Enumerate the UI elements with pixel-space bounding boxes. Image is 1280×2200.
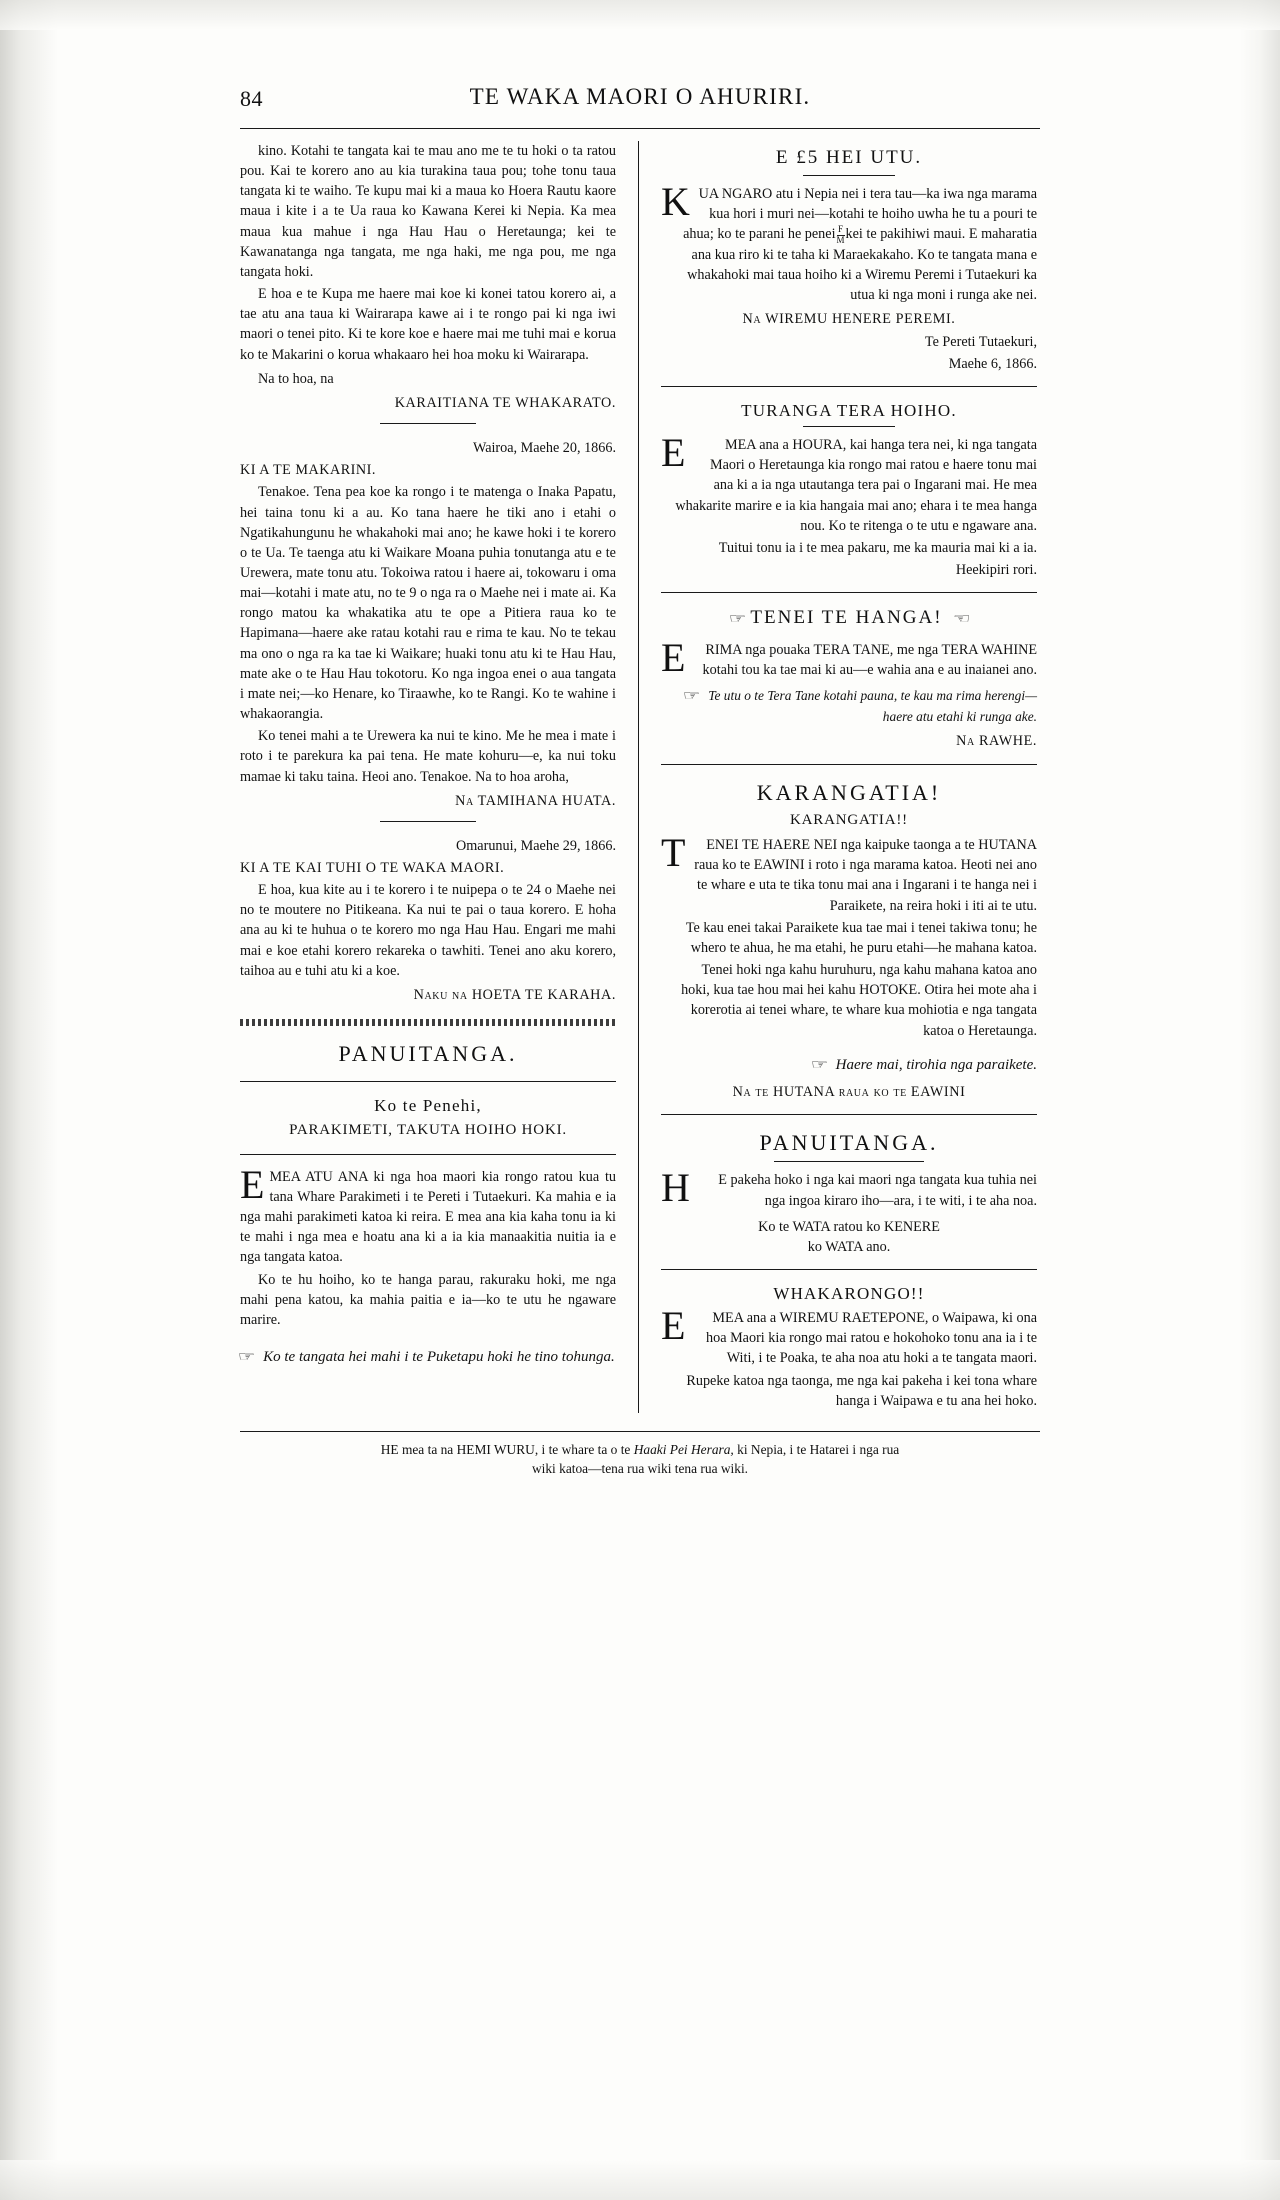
whakarongo-paragraph-1: MEA ana a WIREMU RAETEPONE, o Waipawa, ki ona hoa Maori kia rongo mai ratou e hokohoko tonu ana ia i te Witi, i te Poaka, te aha noa atu hoki a te tangata maori. [706, 1310, 1037, 1367]
reward-paragraph-1a: UA NGARO atu i Nepia nei i tera tau—ka iwa nga marama kua hori i muri nei—kotahi te hoiho uwha he tu a pouri te ahua; ko te parani he penei [683, 185, 1037, 243]
wairoa-letter-addressee: KI A TE MAKARINI. [240, 462, 376, 479]
brand-fraction-mark [837, 225, 845, 245]
penehi-pointer-note: Ko te tangata hei mahi i te Puketapu hoki he tino tohunga. [263, 1349, 615, 1365]
whakarongo-heading: WHAKARONGO!! [773, 1284, 925, 1304]
turanga-body-block [661, 430, 1037, 536]
panuitanga-heading-left: PANUITANGA. [338, 1041, 518, 1067]
penehi-body-block [240, 1161, 616, 1268]
omarunui-letter-signature: Naku na HOETA TE KARAHA. [413, 986, 616, 1003]
article-signature: KARAITIANA TE WHAKARATO. [394, 394, 616, 411]
hanga-paragraph-1: RIMA nga pouaka TERA TANE, me nga TERA WAHINE kotahi tou ka tae mai ki au—e wahia ana e au inaianei ano. [702, 642, 1037, 679]
turanga-paragraph-2: Tuitui tonu ia i te mea pakaru, me ka mauria mai ki a ia. [718, 539, 1037, 556]
panuitanga-right-paragraph-1: E pakeha hoko i nga kai maori nga tangata kua tuhia nei nga ingoa kiraro iho—ara, i te witi, i te aha noa. [718, 1172, 1037, 1209]
colophon-line-1a: HE mea ta na HEMI WURU, i te whare ta o te [380, 1441, 634, 1457]
penehi-trades-line: PARAKIMETI, TAKUTA HOIHO HOKI. [289, 1122, 567, 1139]
karangatia-paragraph-3: Tenei hoki nga kahu huruhuru, nga kahu mahana katoa ano hoki, kua tae hou mai hei kahu HOTOKE. Otira hei mote aha i korerotia ai tenei whare, te whare kua mohiotia e nga tangata katoa o Heretaunga. [681, 962, 1037, 1039]
reward-place: Te Pereti Tutaekuri, [924, 333, 1037, 350]
wairoa-letter-paragraph-2: Ko tenei mahi a te Urewera ka nui te kino. Me he mea i mate i roto i te parekura ka pai tena. He mate kohuru—e, ka nui toku mamae ki taku taina. Heoi ano. Tenakoe. Na to hoa aroha, [240, 728, 616, 785]
scan-edge-shadow-right [1240, 0, 1280, 2200]
right-column [638, 141, 1037, 1413]
panuitanga-heading-right: PANUITANGA. [759, 1130, 939, 1156]
brand-denominator: M [836, 235, 845, 246]
omarunui-letter-addressee: KI A TE KAI TUHI O TE WAKA MAORI. [240, 860, 505, 876]
whakarongo-body-block [661, 1303, 1037, 1368]
colophon-line-1b: ki Nepia, i te Hatarei i nga rua [733, 1441, 900, 1457]
brand-numerator: F [838, 224, 844, 235]
page-number: 84 [240, 86, 263, 111]
karangatia-signature: Na te HUTANA raua ko te EAWINI [732, 1084, 966, 1101]
article-continued-paragraph-2: E hoa e te Kupa me haere mai koe ki konei tatou korero ai, a tae atu ana taua ki Wairarapa kawe ai i te rongo pai ki nga iwi maori o tenei pito. Ki te kore koe e haere mai me tuhi mai e korua ko te Makarini o korua whakaaro hei hoa moku ki Wairarapa. [240, 286, 616, 363]
penehi-paragraph-2: Ko te hu hoiho, ko te hanga parau, rakuraku hoki, me nga mahi pena katou, ka mahia paitia e ia—ko te utu he ngaware marire. [240, 1271, 616, 1328]
dropcap-letter: T [661, 830, 686, 876]
wairoa-letter-signature: Na TAMIHANA HUATA. [455, 792, 616, 809]
hanga-note-row [661, 686, 1037, 727]
karangatia-subheading: KARANGATIA!! [790, 811, 908, 828]
whakarongo-paragraph-2: Rupeke katoa nga taonga, me nga kai pakeha i kei tona whare hanga i Waipawa e tu ana hei hoko. [686, 1372, 1037, 1409]
turanga-paragraph-1: MEA ana a HOURA, kai hanga tera nei, ki nga tangata Maori o Heretaunga kia rongo mai ratou e haere tonu mai ana ki a ia nga utautanga tera pai o Ingarani mai. He mea whakarite marire e ia kia hangaia mai ano; ehara i te mea hanga nou. Ko te ritenga o te utu e ngaware ana. [675, 437, 1037, 534]
dropcap-letter: H [661, 1165, 690, 1211]
turanga-heading-underline [803, 426, 895, 427]
wairoa-letter-paragraph-1: Tenakoe. Tena pea koe ka rongo i te matenga o Inaka Papatu, hei taina tonu ki a au. Ko tana haere he tiki ano i etahi o Ngatikahungunu he whakahoki mai ano; he kawe hoki i te korero o te Ua. Te taenga atu ki Waikare Moana puhia tonutanga atu e te Urewera, mate tonu atu. Tokoiwa ratou i haere ai, tokowaru i oma mai—kotahi i mate atu, no te 9 o nga ra o Maehe nei i mate ai. Ka rongo matou ka whakatika atu te ope a Pitiera raua ko te Hapimana—haere ake ratau kotahi rau e rima te kau. No te tekau ma ono o nga ra ka tae ki Waikare; huaki tonu atu ki te Hau Hau, mate ake o te Hau Hau tokotoru. Ko nga ingoa enei o aua tangata i mate nei;—ko Henare, ko Tiraawhe, ko te Rangi. Ko te wahine i whakaorangia. [240, 484, 616, 723]
colophon-line-2: wiki katoa—tena rua wiki tena rua wiki. [531, 1461, 749, 1477]
panuitanga-right-body-block [661, 1165, 1037, 1211]
penehi-subheading: Ko te Penehi, [374, 1096, 482, 1116]
article-continued-paragraph-1: kino. Kotahi te tangata kai te mau ano me te tu hoki o ta ratou pou. Kai te korero ano au kia turakina taua pou; tohe tonu taua tangata ki te waiho. Te kupu mai ki a maua ko Hoera Rautu kaore maua i kite i a te Ua raua ko Kawana Kerei ki Nepia. Ka mea maua kua mahue i nga Hau Hau o Heretaunga; kei te Kawanatanga nga tangata, me nga haki, me nga pou, me nga tangata hoki. [240, 143, 616, 280]
masthead-rule [240, 128, 1040, 129]
dropcap-letter: E [661, 635, 686, 681]
wairoa-letter-dateline: Wairoa, Maehe 20, 1866. [472, 440, 616, 457]
karangatia-paragraph-1: ENEI TE HAERE NEI nga kaipuke taonga a te HUTANA raua ko te EAWINI i roto i nga marama katoa. Heoti nei ano te whare e uta te tika tonu mai ana i Ingarani i te hanga nei i Paraikete, na reira hoki i iti ai te utu. [694, 837, 1037, 914]
panuitanga-right-underline [774, 1161, 924, 1162]
hanga-signature: Na RAWHE. [956, 733, 1037, 750]
pointing-hand-icon: ☞ [810, 1057, 827, 1073]
masthead-title: TE WAKA MAORI O AHURIRI. [469, 84, 811, 109]
masthead [240, 80, 1040, 122]
colophon [240, 1440, 1040, 1479]
section-divider-rule-2 [380, 821, 476, 822]
scan-edge-shadow-left [0, 0, 58, 2200]
pointing-hand-icon: ☞ [682, 689, 700, 705]
karangatia-paragraph-2: Te kau enei takai Paraikete kua tae mai i tenei takiwa tonu; he whero te ahua, he ma etahi, he puru etahi—he mahana katoa. [685, 919, 1037, 956]
article-closing: Na to hoa, na [258, 370, 334, 387]
colophon-newspaper-name: Haaki Pei Herara, [633, 1441, 734, 1457]
karangatia-invite-note: Haere mai, tirohia nga paraikete. [835, 1056, 1037, 1073]
dropcap-letter: E [661, 430, 686, 476]
right-divider-rule-3 [661, 764, 1037, 765]
dropcap-letter: K [661, 178, 690, 224]
right-divider-rule-2 [661, 592, 1037, 593]
reward-heading-underline [803, 175, 895, 176]
karangatia-heading: KARANGATIA! [756, 779, 942, 805]
hanga-price-note: Te utu o te Tera Tane kotahi pauna, te kau ma rima herengi—haere atu etahi ki runga ake. [708, 688, 1037, 725]
omarunui-letter-paragraph-1: E hoa, kua kite au i te korero i te nuipepa o te 24 o Maehe nei no te moutere no Pitikeana. Ka nui te pai o taua korero. E hoha ana au ki te huhua o te korero mo nga Hau Hau. Engari me mahi mai e koe etahi korero rekareka o tawhiti. Tenei ano aku korero, taihoa au e tuhi atu ki a koe. [240, 882, 616, 979]
penehi-pointer-note-row [237, 1346, 616, 1369]
turanga-heading: TURANGA TERA HOIHO. [741, 400, 957, 420]
pointing-hand-icon: ☞ [237, 1350, 254, 1365]
karangatia-pointer-row [661, 1055, 1037, 1076]
pointing-hand-icon: ☞ [728, 612, 745, 628]
penehi-paragraph-1: MEA ATU ANA ki nga hoa maori kia rongo ratou kua tu tana Whare Parakimeti i te Pereti i Tutaekuri. Ka mahia e ia nga mahi parakimeti katoa ki reira. E mea ana kia kaha tonu ia ki te mahi i nga mea e hoatu ana ki a ia kia manaakitia nuitia ia e nga tangata katoa. [240, 1168, 616, 1266]
dropcap-letter: E [240, 1161, 265, 1207]
panuitanga-right-signature-line-2: ko WATA ano. [807, 1238, 891, 1255]
hanga-heading: TENEI TE HANGA! [750, 607, 943, 629]
scan-edge-shadow-top [0, 0, 1280, 30]
column-container [237, 141, 1040, 1413]
pointing-hand-icon-right: ☞ [949, 612, 971, 628]
ornamental-divider [240, 1019, 616, 1026]
right-divider-rule-5 [661, 1269, 1037, 1270]
panuitanga-rule-left [240, 1081, 616, 1082]
turanga-paragraph-3: Heekipiri rori. [955, 562, 1037, 579]
footer-rule [240, 1431, 1040, 1432]
reward-signature: Na WIREMU HENERE PEREMI. [742, 311, 956, 328]
scan-edge-shadow-bottom [0, 2160, 1280, 2200]
reward-date: Maehe 6, 1866. [948, 355, 1037, 372]
left-column [237, 141, 638, 1413]
panuitanga-right-signature-line-1: Ko te WATA ratou ko KENERE [758, 1218, 940, 1235]
reward-heading: E £5 HEI UTU. [775, 147, 923, 168]
hanga-heading-row [661, 605, 1037, 632]
karangatia-body-block [661, 830, 1037, 916]
right-divider-rule-1 [661, 386, 1037, 387]
dropcap-letter: E [661, 1303, 686, 1349]
omarunui-letter-dateline: Omarunui, Maehe 29, 1866. [456, 837, 616, 854]
reward-paragraph-1b: kei te pakihiwi maui. E maharatia ana kua riro ki te taha ki Maraekakaho. Ko te tangata mana e whakahoki mai taua hoiho ki a Wiremu Peremi i Tutaekuri ka utua ki nga moni i runga ake nei. [687, 226, 1037, 304]
page-content [237, 80, 1040, 1479]
section-divider-rule-1 [380, 423, 476, 424]
penehi-rule [240, 1154, 616, 1155]
right-divider-rule-4 [661, 1114, 1037, 1115]
hanga-body-block [661, 635, 1037, 681]
reward-body-block [661, 178, 1037, 306]
